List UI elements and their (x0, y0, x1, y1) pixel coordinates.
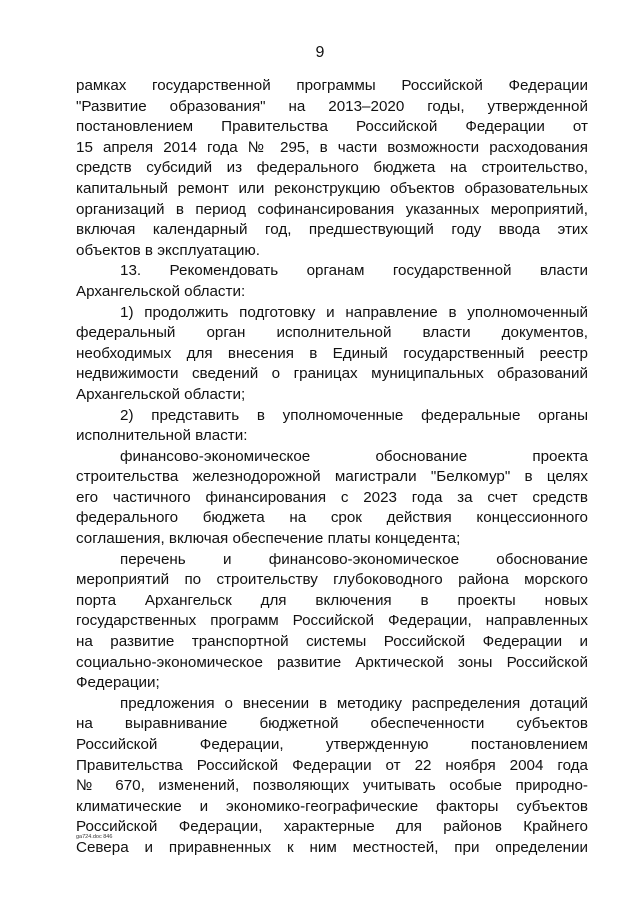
text-line: постановлением Правительства Российской Федерации от (76, 118, 588, 136)
page-number: 9 (315, 44, 325, 61)
text-line: № 670, изменений, позволяющих учитывать особые природно- (76, 777, 588, 795)
text-line: перечень и финансово-экономическое обоснование (120, 550, 588, 568)
text-line: его частичного финансирования с 2023 года за счет средств (76, 488, 588, 506)
text-line: порта Архангельск для включения в проекты новых (76, 591, 588, 609)
text-line: на развитие транспортной системы Российской Федерации и (76, 633, 588, 651)
text-line: Российской Федерации, утвержденную постановлением (76, 736, 588, 753)
text-line: мероприятий по строительству глубоководного района морского (76, 571, 588, 589)
text-line: Федерации; (76, 674, 160, 692)
text-line: Севера и приравненных к ним местностей, при определении (76, 838, 588, 856)
text-line: Архангельской области; (76, 385, 246, 403)
text-line: климатические и экономико-географические факторы субъектов (76, 797, 588, 815)
text-line: федеральный орган исполнительной власти документов, (76, 324, 588, 342)
text-line: "Развитие образования" на 2013–2020 годы, утвержденной (76, 97, 588, 115)
text-line: федерального бюджета на срок действия концессионного (76, 509, 588, 527)
text-line: капитальный ремонт или реконструкцию объектов образовательных (76, 179, 588, 197)
text-line: 13. Рекомендовать органам государственной власти (120, 262, 588, 280)
text-line: исполнительной власти: (76, 427, 248, 445)
text-line: на выравнивание бюджетной обеспеченности субъектов (76, 715, 588, 733)
text-line: соглашения, включая обеспечение платы концедента; (76, 530, 461, 548)
text-line: 2) представить в уполномоченные федеральные органы (120, 406, 588, 424)
text-line: Правительства Российской Федерации от 22 ноября 2004 года (76, 756, 588, 774)
text-line: включая календарный год, предшествующий году ввода этих (76, 221, 588, 239)
text-line: 15 апреля 2014 года № 295, в части возможности расходования (76, 138, 588, 156)
text-line: государственных программ Российской Федерации, направленных (76, 612, 588, 630)
text-line: 1) продолжить подготовку и направление в уполномоченный (120, 303, 588, 321)
text-line: недвижимости сведений о границах муниципальных образований (76, 365, 588, 383)
text-line: необходимых для внесения в Единый государственный реестр (76, 344, 588, 362)
text-line: Архангельской области: (76, 282, 246, 300)
text-line: финансово-экономическое обоснование проекта (120, 447, 588, 465)
text-line: объектов в эксплуатацию. (76, 241, 261, 259)
text-line: Российской Федерации, характерные для районов Крайнего (76, 818, 588, 836)
text-line: социально-экономическое развитие Арктической зоны Российской (76, 653, 588, 671)
document-body (76, 76, 588, 859)
footer-file-code: ga724.doc 846 (76, 834, 113, 840)
text-line: средств субсидий из федерального бюджета на строительство, (76, 159, 588, 177)
text-line: предложения о внесении в методику распределения дотаций (120, 694, 588, 712)
text-line: рамках государственной программы Российской Федерации (76, 77, 588, 94)
text-line: организаций в период софинансирования указанных мероприятий, (76, 200, 588, 218)
text-line: строительства железнодорожной магистрали "Белкомур" в целях (76, 468, 588, 486)
